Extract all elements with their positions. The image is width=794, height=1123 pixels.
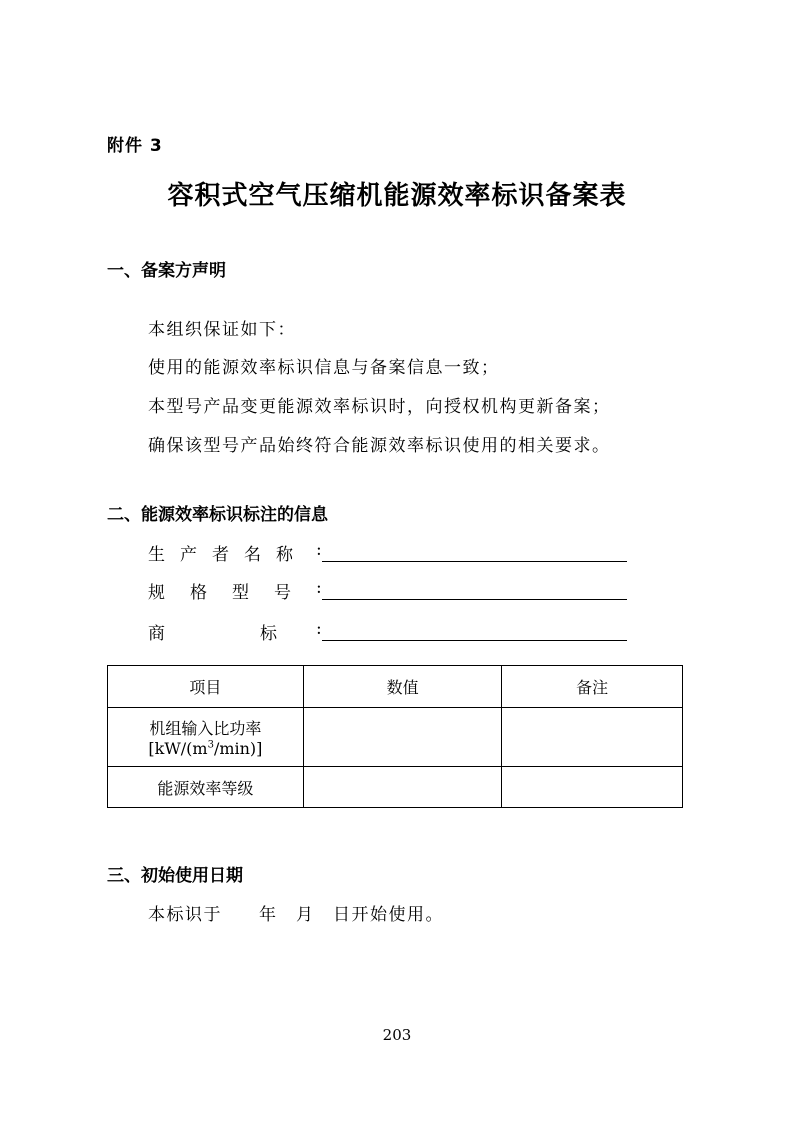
trademark-label (148, 619, 318, 643)
row-item-grade: 能源效率等级 (108, 767, 304, 808)
manufacturer-label (148, 540, 318, 564)
manufacturer-char: 生 (148, 545, 165, 565)
row-item-power (108, 708, 304, 767)
power-remark-cell[interactable] (502, 708, 683, 767)
section3-heading: 三、初始使用日期 (107, 866, 243, 886)
power-value-cell[interactable] (303, 708, 502, 767)
model-char: 号 (274, 583, 291, 603)
declaration-line-2: 使用的能源效率标识信息与备案信息一致； (148, 358, 500, 378)
unit-pre: [kW/(m (148, 739, 208, 758)
attachment-label: 附件 3 (107, 136, 163, 156)
model-label (148, 578, 318, 602)
grade-remark-cell[interactable] (502, 767, 683, 808)
manufacturer-char: 称 (276, 545, 293, 565)
grade-value-cell[interactable] (303, 767, 502, 808)
power-unit (108, 739, 303, 758)
table-row (108, 767, 683, 808)
unit-sup: 3 (207, 739, 214, 751)
manufacturer-char: 产 (180, 545, 197, 565)
trademark-colon: : (316, 619, 322, 639)
manufacturer-colon: : (316, 540, 322, 560)
energy-info-table (107, 665, 683, 808)
table-row (108, 708, 683, 767)
section2-heading: 二、能源效率标识标注的信息 (107, 505, 328, 525)
header-remark: 备注 (502, 666, 683, 708)
power-item-label: 机组输入比功率 (149, 719, 262, 738)
section1-heading: 一、备案方声明 (107, 261, 226, 281)
header-value: 数值 (303, 666, 502, 708)
manufacturer-char: 名 (244, 545, 261, 565)
manufacturer-char: 者 (212, 545, 229, 565)
declaration-line-4: 确保该型号产品始终符合能源效率标识使用的相关要求。 (148, 436, 611, 456)
trademark-char: 商 (148, 624, 165, 644)
page-number: 203 (382, 1026, 412, 1044)
model-char: 格 (190, 583, 207, 603)
unit-post: /min)] (213, 739, 263, 758)
table-header-row (108, 666, 683, 708)
header-item: 项目 (108, 666, 304, 708)
page-title: 容积式空气压缩机能源效率标识备案表 (167, 181, 627, 211)
declaration-line-3: 本型号产品变更能源效率标识时，向授权机构更新备案； (148, 397, 611, 417)
model-field[interactable] (322, 599, 627, 600)
model-char: 型 (232, 583, 249, 603)
trademark-char: 标 (260, 624, 277, 644)
manufacturer-field[interactable] (322, 561, 627, 562)
model-colon: : (316, 578, 322, 598)
declaration-line-1: 本组织保证如下： (148, 320, 296, 340)
start-date-text: 本标识于 年 月 日开始使用。 (148, 905, 444, 925)
trademark-field[interactable] (322, 640, 627, 641)
model-char: 规 (148, 583, 165, 603)
